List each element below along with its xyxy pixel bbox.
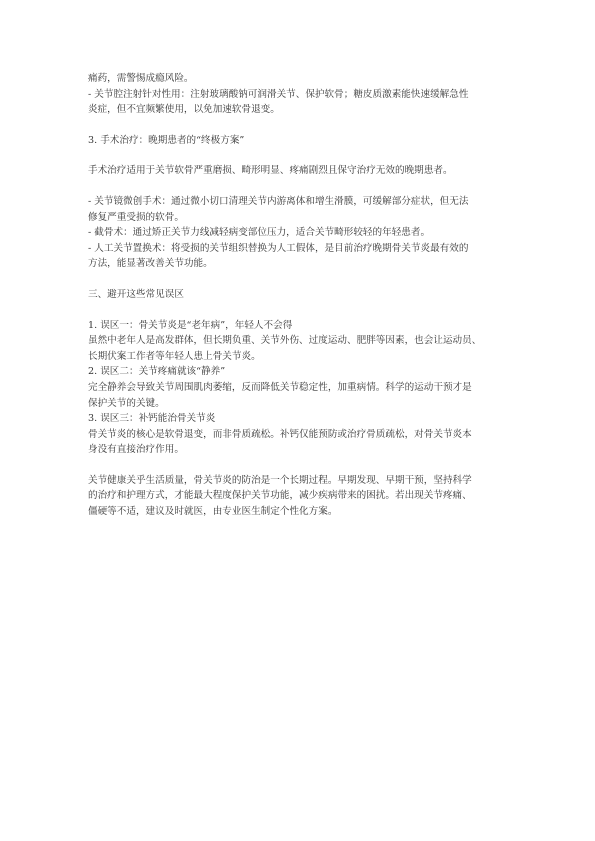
paragraph-line: 关节健康关乎生活质量，骨关节炎的防治是一个长期过程。早期发现、早期干预，坚持科学 [88,474,472,486]
paragraph-line: 身没有直接治疗作用。 [88,444,184,456]
conclusion [88,473,512,520]
paragraph-line: 的治疗和护理方式，才能最大程度保护关节功能，减少疾病带来的困扰。若出现关节疼痛、 [88,490,472,502]
section-3-intro [88,163,512,179]
section-three-title [88,287,512,303]
paragraph-line: 完全静养会导致关节周围肌肉萎缩，反而降低关节稳定性，加重病情。科学的运动干预才是 [88,381,472,393]
paragraph-line: 僵硬等不适，建议及时就医，由专业医生制定个性化方案。 [88,506,338,518]
paragraph-line: 骨关节炎的核心是软骨退变，而非骨质疏松。补钙仅能预防或治疗骨质疏松，对骨关节炎本 [88,428,472,440]
misconception-title: 3. 误区三：补钙能治骨关节炎 [88,413,216,425]
list-item-line: - 关节镜微创手术：通过微小切口清理关节内游离体和增生滑膜，可缓解部分症状，但无法 [88,195,469,207]
paragraph-line: - 关节腔注射针对性用：注射玻璃酸钠可润滑关节、保护软骨；糖皮质激素能快速缓解急性 [88,88,469,100]
paragraph-line: 手术治疗适用于关节软骨严重磨损、畸形明显、疼痛剧烈且保守治疗无效的晚期患者。 [88,165,453,177]
paragraph-line: 炎症，但不宜频繁使用，以免加速软骨退变。 [88,104,280,116]
list-item-line: - 人工关节置换术：将受损的关节组织替换为人工假体，是目前治疗晚期骨关节炎最有效的 [88,242,469,254]
misconceptions [88,318,512,458]
section-heading: 三、避开这些常见误区 [88,288,184,300]
paragraph-line: 痛药，需警惕成瘾风险。 [88,73,194,84]
paragraph-line: 长期伏案工作者等年轻人患上骨关节炎。 [88,350,261,362]
intro-fragment [88,71,512,118]
subsection-heading: 3. 手术治疗：晚期患者的“终极方案” [88,134,245,146]
surgery-options [88,194,512,272]
document-page [88,71,512,520]
misconception-title: 1. 误区一：骨关节炎是“老年病”，年轻人不会得 [88,319,293,331]
paragraph-line: 虽然中老年人是高发群体，但长期负重、关节外伤、过度运动、肥胖等因素，也会让运动员、 [88,335,482,347]
misconception-title: 2. 误区二：关节疼痛就该“静养” [88,366,226,378]
paragraph-line: 保护关节的关键。 [88,397,165,409]
list-item-line: 修复严重受损的软骨。 [88,211,184,223]
list-item-line: - 截骨术：通过矫正关节力线减轻病变部位压力，适合关节畸形较轻的年轻患者。 [88,227,431,239]
list-item-line: 方法，能显著改善关节功能。 [88,258,213,270]
section-3-heading [88,133,512,149]
